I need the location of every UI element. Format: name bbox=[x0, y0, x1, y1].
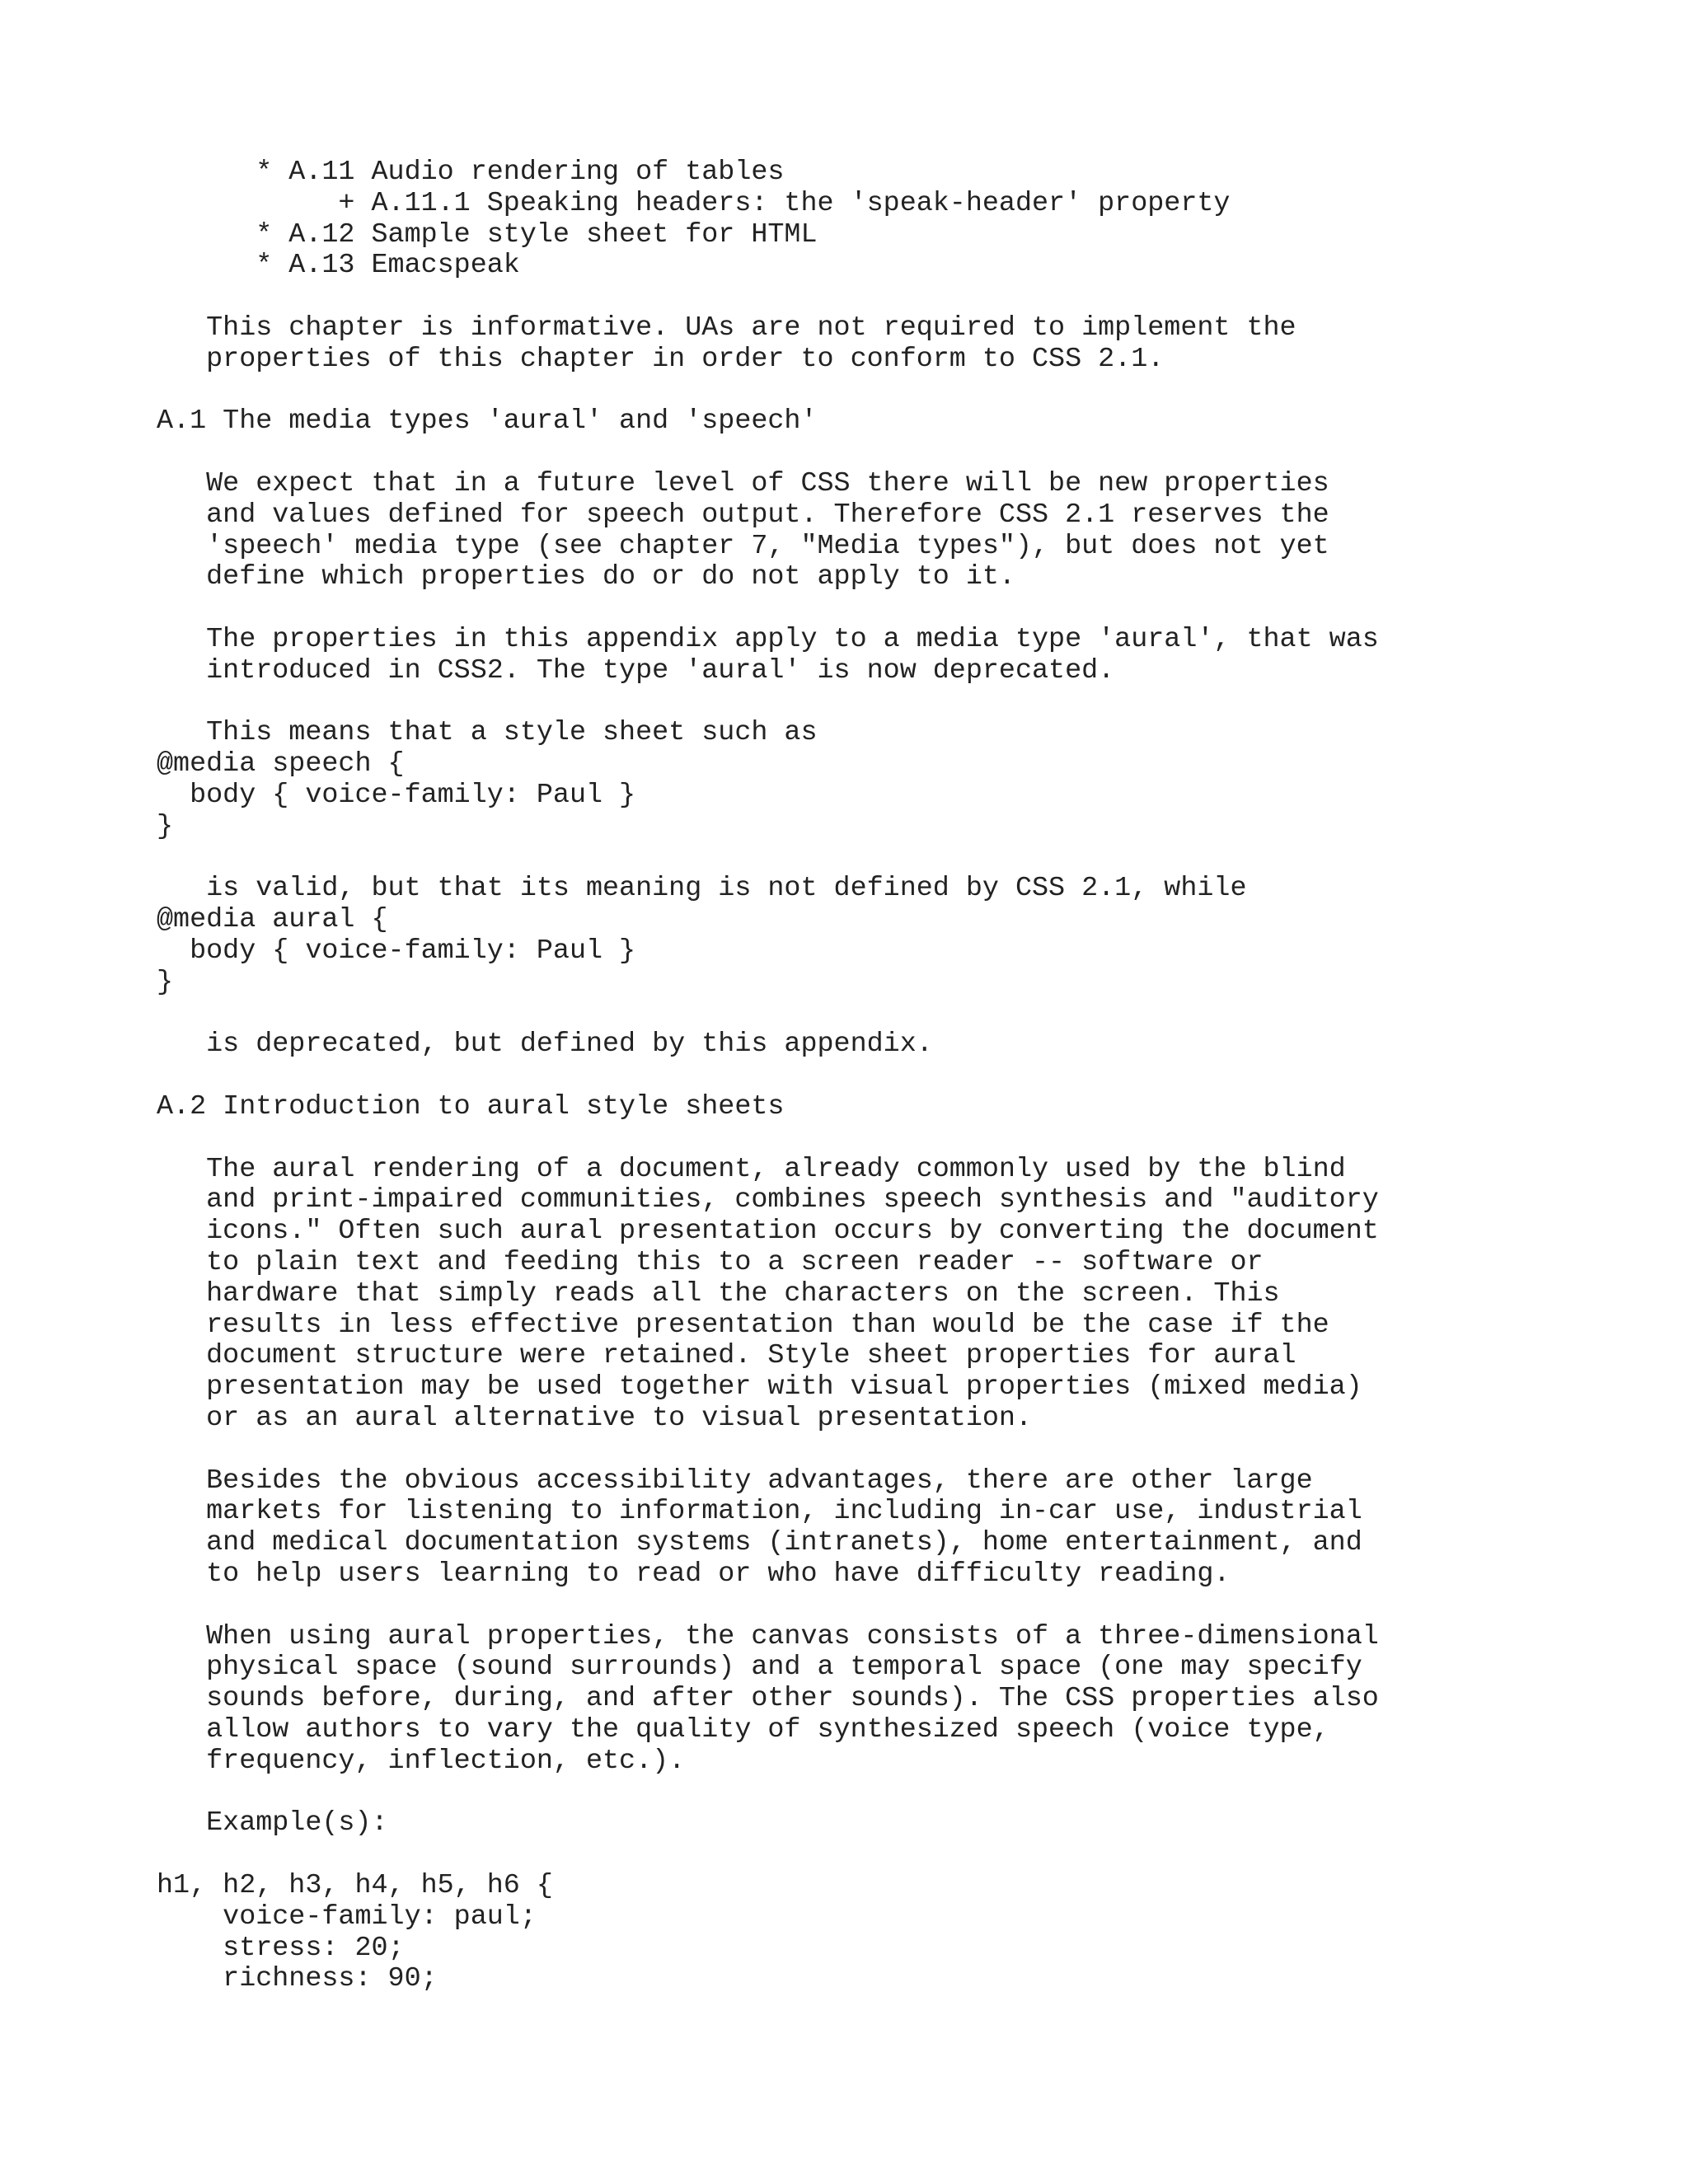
text-line: to plain text and feeding this to a screen reader -- software or bbox=[157, 1247, 1264, 1278]
text-line: hardware that simply reads all the characters on the screen. This bbox=[157, 1277, 1280, 1310]
text-line: is valid, but that its meaning is not defined by CSS 2.1, while bbox=[157, 873, 1247, 905]
text-line: body { voice-family: Paul } bbox=[157, 935, 636, 967]
text-line: The properties in this appendix apply to a media type 'aural', that was bbox=[157, 624, 1379, 655]
text-line: frequency, inflection, etc.). bbox=[157, 1745, 686, 1777]
text-line: is deprecated, but defined by this appendix. bbox=[157, 1029, 933, 1061]
text-line: When using aural properties, the canvas consists of a three-dimensional bbox=[157, 1620, 1379, 1652]
text-line: * A.11 Audio rendering of tables bbox=[157, 157, 785, 188]
text-line: stress: 20; bbox=[157, 1932, 405, 1964]
text-line: and values defined for speech output. Therefore CSS 2.1 reserves the bbox=[157, 499, 1329, 531]
text-line: and medical documentation systems (intranets), home entertainment, and bbox=[157, 1527, 1362, 1559]
text-line: Besides the obvious accessibility advantages, there are other large bbox=[157, 1465, 1313, 1497]
text-line: @media speech { bbox=[157, 748, 405, 780]
text-line: properties of this chapter in order to conform to CSS 2.1. bbox=[157, 343, 1165, 375]
text-line: This means that a style sheet such as bbox=[157, 717, 818, 749]
text-line: sounds before, during, and after other sounds). The CSS properties also bbox=[157, 1683, 1379, 1715]
text-line: A.2 Introduction to aural style sheets bbox=[157, 1091, 785, 1122]
text-line: * A.13 Emacspeak bbox=[157, 250, 520, 282]
text-line: icons." Often such aural presentation occurs by converting the document bbox=[157, 1216, 1379, 1248]
text-line: Example(s): bbox=[157, 1807, 388, 1840]
text-line: to help users learning to read or who have difficulty reading. bbox=[157, 1558, 1231, 1590]
text-line: This chapter is informative. UAs are not required to implement the bbox=[157, 312, 1296, 344]
text-line: A.1 The media types 'aural' and 'speech' bbox=[157, 405, 818, 438]
text-line: } bbox=[157, 966, 174, 998]
text-line: markets for listening to information, including in-car use, industrial bbox=[157, 1496, 1362, 1528]
text-line: We expect that in a future level of CSS there will be new properties bbox=[157, 468, 1329, 499]
text-line: richness: 90; bbox=[157, 1963, 438, 1995]
text-line: presentation may be used together with visual properties (mixed media) bbox=[157, 1371, 1362, 1404]
text-line: body { voice-family: Paul } bbox=[157, 780, 636, 811]
text-line: + A.11.1 Speaking headers: the 'speak-header' property bbox=[157, 187, 1231, 219]
text-line: 'speech' media type (see chapter 7, "Media types"), but does not yet bbox=[157, 530, 1329, 562]
text-line: introduced in CSS2. The type 'aural' is now deprecated. bbox=[157, 654, 1115, 687]
text-line: The aural rendering of a document, already commonly used by the blind bbox=[157, 1153, 1346, 1185]
text-line: document structure were retained. Style sheet properties for aural bbox=[157, 1340, 1296, 1372]
text-line: } bbox=[157, 810, 174, 842]
text-line: allow authors to vary the quality of synthesized speech (voice type, bbox=[157, 1714, 1329, 1746]
text-line: * A.12 Sample style sheet for HTML bbox=[157, 218, 818, 251]
text-line: h1, h2, h3, h4, h5, h6 { bbox=[157, 1870, 553, 1901]
text-line: define which properties do or do not apply to it. bbox=[157, 561, 1015, 593]
text-line: results in less effective presentation than would be the case if the bbox=[157, 1309, 1329, 1341]
text-line: physical space (sound surrounds) and a temporal space (one may specify bbox=[157, 1652, 1362, 1684]
text-line: and print-impaired communities, combines speech synthesis and "auditory bbox=[157, 1184, 1379, 1216]
text-line: @media aural { bbox=[157, 904, 388, 936]
text-line: voice-family: paul; bbox=[157, 1900, 537, 1933]
text-line: or as an aural alternative to visual presentation. bbox=[157, 1403, 1032, 1434]
